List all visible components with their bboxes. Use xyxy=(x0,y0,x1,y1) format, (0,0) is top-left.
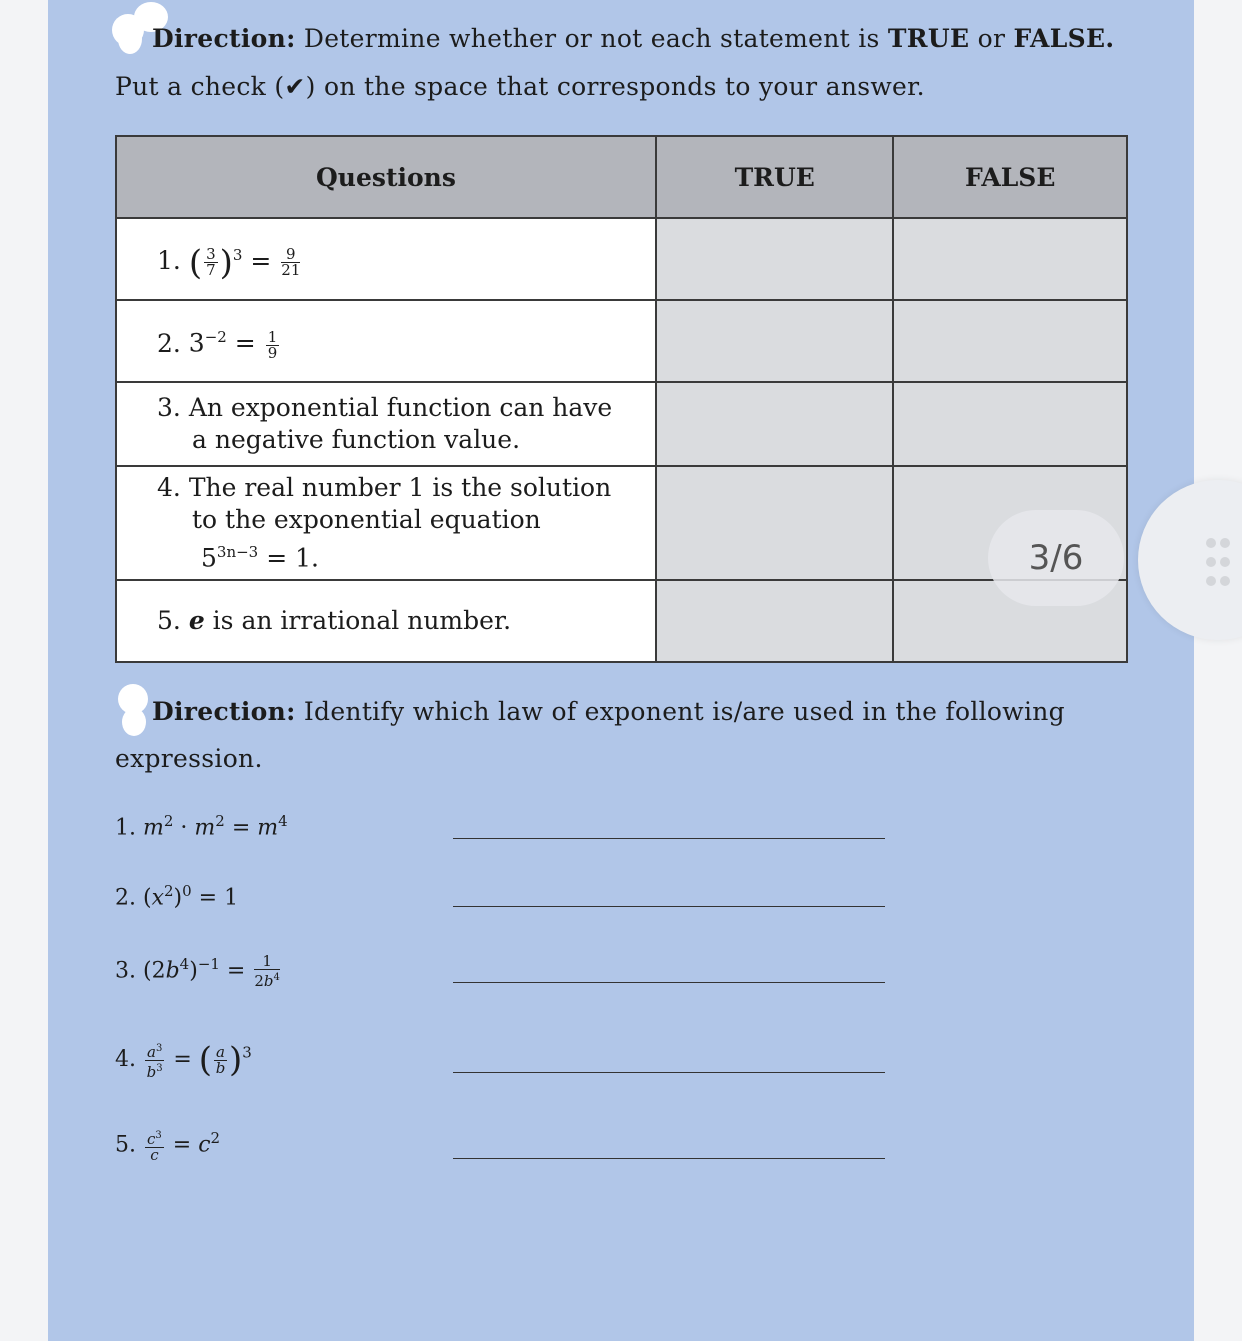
instruction-1: Put a check (✔) on the space that corresponds to your answer. xyxy=(115,72,925,101)
true-answer-cell[interactable] xyxy=(656,300,893,382)
table-row xyxy=(116,580,1127,662)
page-indicator: 3/6 xyxy=(988,510,1124,606)
header-true: TRUE xyxy=(656,136,893,218)
header-questions: Questions xyxy=(116,136,656,218)
question-4: 4. The real number 1 is the solution to the exponential equation $5^{3n-3} = 1$. xyxy=(116,466,656,580)
bullet-decoration xyxy=(118,24,142,54)
question-2: 2. $3^{-2}$ = $\frac{1}{9}$ xyxy=(116,300,656,382)
question-5: 5. e is an irrational number. xyxy=(116,580,656,662)
answer-blank-1[interactable] xyxy=(453,838,885,839)
expression-1: 1. $m^2 \cdot m^2 = m^4$ xyxy=(115,812,288,841)
expression-3: 3. $(2b^4)^{-1}$ = $\frac{1}{2b^4}$ xyxy=(115,952,280,990)
true-answer-cell[interactable] xyxy=(656,218,893,300)
false-answer-cell[interactable] xyxy=(893,300,1127,382)
bullet-decoration xyxy=(122,708,146,736)
false-answer-cell[interactable] xyxy=(893,218,1127,300)
answer-blank-4[interactable] xyxy=(453,1072,885,1073)
grip-dots-icon xyxy=(1204,535,1234,592)
direction-2-continued: expression. xyxy=(115,744,263,773)
true-false-table xyxy=(115,135,1128,663)
direction-1: Direction: Determine whether or not each statement is TRUE or FALSE. xyxy=(152,24,1115,53)
table-row xyxy=(116,218,1127,300)
true-answer-cell[interactable] xyxy=(656,466,893,580)
table-row xyxy=(116,466,1127,580)
expression-2: 2. $(x^2)^0 = 1$ xyxy=(115,882,239,911)
header-false: FALSE xyxy=(893,136,1127,218)
true-answer-cell[interactable] xyxy=(656,580,893,662)
false-answer-cell[interactable] xyxy=(893,382,1127,466)
table-row xyxy=(116,300,1127,382)
true-answer-cell[interactable] xyxy=(656,382,893,466)
question-3: 3. An exponential function can have a negative function value. xyxy=(116,382,656,466)
answer-blank-5[interactable] xyxy=(453,1158,885,1159)
direction-2: Direction: Identify which law of exponent is/are used in the following xyxy=(152,697,1065,726)
question-1: 1. ( $\frac{3}{7}$ )$^3$ = $\frac{9}{21}$ xyxy=(116,218,656,300)
expression-5: 5. $\frac{c^3}{c}$ = $c^2$ xyxy=(115,1129,221,1164)
table-row xyxy=(116,382,1127,466)
expression-4: 4. $\frac{a^3}{b^3}$ = ( $\frac{a}{b}$ )$^3$ xyxy=(115,1040,252,1081)
answer-blank-3[interactable] xyxy=(453,982,885,983)
answer-blank-2[interactable] xyxy=(453,906,885,907)
